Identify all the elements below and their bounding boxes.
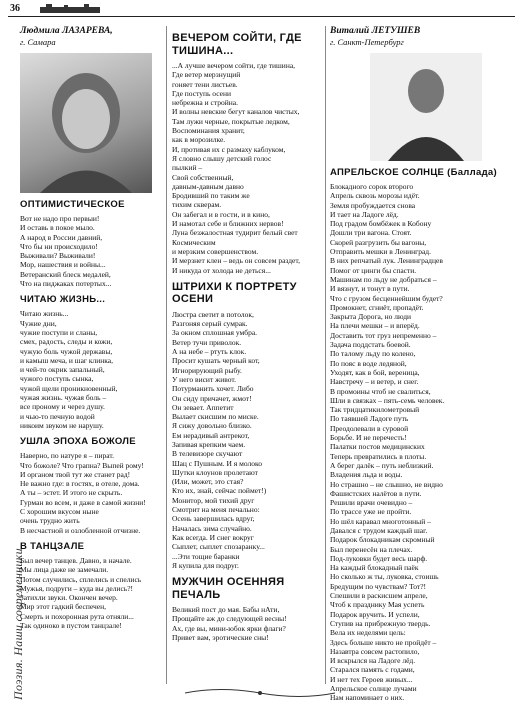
header-rule — [8, 16, 515, 17]
poem-title: УШЛА ЭПОХА БОЖОЛЕ — [20, 436, 136, 448]
poem-line: Был вечер танцев. Давно, в начале. — [20, 555, 132, 565]
poem-line: Под градом бомбёжек в Кобону — [330, 219, 432, 229]
poem-line: Я словно слышу детский голос — [172, 153, 272, 163]
poem-line: По трассе уже не пройти. — [330, 507, 412, 517]
poem-line: небрежна и стройна. — [172, 98, 238, 108]
page-number: 36 — [10, 3, 20, 14]
poem-line: Вот не надо про первыи! — [20, 214, 100, 223]
poem-line: гоняет тени листьев. — [172, 79, 238, 89]
poem-line: На плечи мешки – и вперёд. — [330, 321, 420, 331]
poem-line: Великий пост до мая. Бабы нАти, — [172, 605, 280, 615]
poem-line: В них репчатый лук. Ленинградцев — [330, 256, 443, 266]
poem-line: (Или, может, это стая? — [172, 477, 244, 487]
poem-line: Но сколько ж ты, луковка, стоишь — [330, 572, 439, 582]
poem-line: Вылает скисшим по миске. — [172, 412, 259, 422]
poem-line: Где поступь осени — [172, 88, 232, 98]
poem-line: И вязнут, и тонут в пути. — [330, 284, 410, 294]
poem-line: Что с грузом бесценнейшим будет? — [330, 293, 443, 303]
poem-line: А народ в России давний, — [20, 232, 103, 242]
poem-line: и чей-то окрик запальный, — [20, 365, 105, 375]
poem-line: Как всегда. И снег вокруг — [172, 532, 254, 542]
poem-line: Выживали? Выживали! — [20, 251, 96, 261]
poem-line: Мужья, подруги – куда вы делись?! — [20, 583, 134, 593]
poem-line: Теперь превратились в плоты. — [330, 451, 427, 461]
poem-line: ...А лучше вечером сойти, где тишина, — [172, 61, 296, 70]
poem-line: На каждый блокадный паёк — [330, 563, 419, 573]
poem-line: Шац с Пушным. И я молоко — [172, 458, 262, 468]
poem-line: Задача поддстать боевой. — [330, 340, 411, 350]
poem-line: Машинам по льду не добраться – — [330, 274, 437, 284]
poem-line: тихим скверам. — [172, 200, 222, 210]
poem-line: Мир этот гадкий беспечен, — [20, 602, 106, 612]
poem-line: Потурманить хочет. Либо — [172, 384, 254, 394]
poem-line: Подарок блокадникам скромный — [330, 535, 435, 545]
poem-line: Луна безжалостная тудирит белый свет — [172, 228, 298, 238]
poem-line: Так тридцатикилометровый — [330, 405, 420, 415]
poem-line: В промоины чтоб не свалиться, — [330, 386, 431, 396]
poem-line: Апрель сквозь морозы идёт. — [330, 191, 420, 201]
side-caption-text: Поэзия. Наши современники. — [11, 544, 25, 700]
poem-line: смех, радость, следы и кожи, — [20, 337, 113, 347]
poem-line: Люстра светит в потолок, — [172, 309, 254, 319]
poem-line: Я сижу довольно близко. — [172, 421, 252, 431]
poem-line: А на небе – ртуть клок. — [172, 347, 247, 357]
poem-line: Что божоле? Что грапна? Выпей рому! — [20, 460, 144, 470]
poem-line: Под-луковки будет весь шарф. — [330, 553, 428, 563]
column-divider — [325, 26, 326, 684]
poem-line: Промокнет, сгниёт, пропадёт. — [330, 302, 424, 312]
poem-line: и чью-то печную водой — [20, 411, 95, 421]
poem-line: Назавтра совсем растопило, — [330, 646, 420, 656]
poem-line: За окном сплошная умбра. — [172, 328, 258, 338]
poem-line: Шутки клоунов пролетают — [172, 467, 258, 477]
poem-title: АПРЕЛЬСКОЕ СОЛНЦЕ (Баллада) — [330, 167, 497, 178]
poem-line: Прощайте аж до следующей весны! — [172, 614, 287, 624]
poem-line: Затихли звуки. Окончен вечер. — [20, 593, 118, 603]
poem-line: чужая жизнь. чужая боль – — [20, 393, 107, 403]
poem-line: Там лужи черные, покрытые ледком, — [172, 116, 290, 126]
column-lazareva — [20, 26, 158, 630]
poem-line: Кто их, знай, сейчас поймет!) — [172, 486, 267, 496]
poem-line: Свой собственный, — [172, 172, 234, 182]
poem-line: все проному и через душу. — [20, 402, 105, 412]
poem-line: Просит кушать черный кот, — [172, 356, 260, 366]
author-photo — [20, 53, 152, 193]
poem-line: Мы лица даже не замечали. — [20, 565, 109, 575]
poem-line: Ступив на прибрежную твердь. — [330, 618, 431, 628]
poem-line: Давался с трудом каждый шаг. — [330, 525, 428, 535]
poem-line: Уходят, как в бой, вереница, — [330, 367, 420, 377]
poem-line: С хорошим вкусом ныне — [20, 507, 99, 517]
poem-line: Навстречу – и ветер, и снег. — [330, 377, 419, 387]
poem-line: Монитор, мой тихий друг — [172, 495, 255, 505]
author-name: Виталий ЛЕТУШЕВ — [330, 26, 421, 36]
poem-line: давным-давным давно — [172, 181, 244, 191]
poem-line: А ты – эстет. И этого не скрыть. — [20, 488, 123, 498]
author-photo — [370, 53, 482, 161]
poem-line: Палатки постов медицинских — [330, 442, 425, 452]
poem-line: Разгоняя серый сумрак. — [172, 319, 248, 329]
poem-line: Блокадного сорок второго — [330, 182, 414, 191]
poem-line: Закрыта Дорога, но люди — [330, 312, 412, 322]
poem-line: Началась зима случайно. — [172, 523, 252, 533]
poem-line: Шли в связках – пять-семь человек. — [330, 395, 445, 405]
poem-line: И нет тех Героев живых... — [330, 674, 413, 684]
poem-line: Я купила для подруг. — [172, 560, 239, 570]
poem-line: Не важно где: в гостях, в отеле, дома. — [20, 479, 140, 489]
poem-line: Он сиду причачет, жмот! — [172, 393, 252, 403]
poem-line: Воспоминания хранит, — [172, 126, 245, 136]
poem-line: По талому льду по колено, — [330, 349, 416, 359]
poem-line: Но страшно – не слышно, не видно — [330, 479, 443, 489]
poem-line: Потом случились, сплелись и спелись — [20, 574, 142, 584]
poem-line: И намотал себе и ближних нервов! — [172, 219, 284, 229]
poem-line: чужую боль чужой державы, — [20, 346, 113, 356]
poem-title: ЧИТАЮ ЖИЗНЬ... — [20, 294, 106, 306]
poem-line: Но шёл каравал многотонный – — [330, 516, 431, 526]
poem-line: Борьбе. И не перечесть! — [330, 433, 407, 443]
poem-line: Апрельское солнце лучами — [330, 684, 417, 694]
ornament-divider — [180, 688, 340, 698]
poem-line: чужие поступи и сланы, — [20, 327, 98, 337]
poem-line: А берег далёк – путь неблизкий. — [330, 460, 434, 470]
author-name: Людмила ЛАЗАРЕВА, — [20, 26, 113, 36]
poem-line: и мерзким совершенством. — [172, 246, 259, 256]
poem-line: Ем нерадивый антрекот, — [172, 430, 250, 440]
poem-line: Земля пробуждается снова — [330, 200, 416, 210]
poem-line: Космическим — [172, 237, 216, 247]
poem-line: Владения льда и воды. — [330, 470, 403, 480]
poem-line: как в морозилке. — [172, 135, 226, 145]
poem-line: Сыплет, сыплет спозаранку... — [172, 542, 265, 552]
poem-line: Ах, где вы, мини-юбок ярки флаги? — [172, 623, 286, 633]
poem-line: Игнорирующий рыбу. — [172, 365, 242, 375]
poem-line: Где ветер мерзнущий — [172, 70, 241, 80]
poem-line: Фашистских налётов в пути. — [330, 488, 422, 498]
poem-line: Скорей разгрузить бы вагоны, — [330, 237, 427, 247]
poem-line: Осень завершилась вдруг, — [172, 514, 255, 524]
poem-line: Смерть и похоронная рута отняли... — [20, 611, 134, 621]
poem-title: ОПТИМИСТИЧЕСКОЕ — [20, 199, 125, 210]
poem-title: ШТРИХИ К ПОРТРЕТУ ОСЕНИ — [172, 280, 297, 306]
poem-line: Вела их неделями цель: — [330, 628, 406, 638]
poem-line: чужой щели проникновенный, — [20, 383, 118, 393]
poem-line: У него висит живот. — [172, 374, 237, 384]
poem-line: Он забегал и в гости, и в кино, — [172, 209, 270, 219]
poem-line: Мор, нашествия и войны... — [20, 260, 106, 270]
poem-line: Решили врачи очевидно – — [330, 498, 413, 508]
journal-logo — [40, 4, 100, 14]
poem-line: И никуда от холода не деться... — [172, 265, 271, 275]
poem-line: Здесь больше никто не пройдёт – — [330, 637, 437, 647]
poem-line: Привет вам, эротические сны! — [172, 633, 269, 643]
poem-line: И оставь в покое мыло. — [20, 223, 95, 233]
poem-line: Наверно, по натуре я – пират. — [20, 451, 114, 461]
poem-line: Чужие дни, — [20, 318, 57, 328]
poem-line: Отправить мешки в Ленинград. — [330, 247, 431, 257]
poem-line: чужого поступь сынка, — [20, 374, 94, 384]
poem-line: В телевизоре скучают — [172, 449, 243, 459]
poem-line: И вскрылся на Ладоге лёд. — [330, 656, 416, 666]
side-caption — [1, 520, 25, 710]
poem-line: Что бы ни происходило! — [20, 241, 98, 251]
poem-line: В несчастной и озлобленной отчизне. — [20, 525, 141, 535]
poem-line: пылкий – — [172, 163, 203, 173]
poem-line: очень трудно жить — [20, 516, 80, 526]
column-divider — [166, 26, 167, 684]
poem-title: ВЕЧЕРОМ СОЙТИ, ГДЕ ТИШИНА... — [172, 32, 302, 57]
poem-line: И органом твой тут же станет рад! — [20, 469, 131, 479]
poem-line: и камыш меча, и шаг клинка, — [20, 355, 114, 365]
poem-list — [172, 32, 320, 642]
column-middle — [172, 26, 320, 642]
poem-line: Подарок вручить. И успели, — [330, 609, 420, 619]
poem-line: Помог от цинги бы спасти. — [330, 265, 417, 275]
poem-line: Он зевает. Аппетит — [172, 402, 234, 412]
poem-line: Смотрит на меня печально: — [172, 505, 260, 515]
poem-list — [20, 199, 158, 630]
poem-line: Так одиноко в пустом танцзале! — [20, 620, 122, 630]
poem-line: Гурман во всем, и даже в самой жизни! — [20, 497, 146, 507]
poem-line: Был перенесён на плечах. — [330, 544, 413, 554]
poem-title: МУЖЧИН ОСЕННЯЯ ПЕЧАЛЬ — [172, 576, 285, 601]
poem-line: Спешили в раскисшем апреле, — [330, 591, 428, 601]
poem-line: ...Эти тощие баранки — [172, 551, 240, 561]
poem-line: Запивая крепким чаем. — [172, 439, 246, 449]
column-letushev — [330, 26, 517, 703]
poem-line: Старался память с годами, — [330, 665, 415, 675]
author-city: г. Санкт-Петербург — [330, 37, 404, 47]
poem-line: И волны невские бегут каналов чистых, — [172, 107, 300, 117]
poem-line: Читаю жизнь... — [20, 309, 69, 319]
poem-line: И тает на Ладоге лёд. — [330, 209, 399, 219]
poem-line: Бредущим по чувствам? Тот?! — [330, 581, 427, 591]
author-city: г. Самара — [20, 37, 56, 47]
poem-line: И, противая их с размаху каблуком, — [172, 144, 286, 154]
poem-line: Доставить тот груз непременно – — [330, 330, 437, 340]
poem-line: Нам напоминает о них. — [330, 693, 405, 703]
poem-title: В ТАНЦЗАЛЕ — [20, 540, 85, 552]
poem-line: Ветер тучи приволок. — [172, 337, 242, 347]
poem-list — [330, 167, 517, 703]
poem-line: Что на пиджаках потертых... — [20, 279, 112, 289]
poem-line: Преодолевали в суровой — [330, 423, 409, 433]
poem-line: Бродивший по таким же — [172, 191, 250, 201]
poem-line: Дошли три вагона. Стоят. — [330, 228, 412, 238]
poem-line: Чтоб к празднику Мая успеть — [330, 600, 425, 610]
poem-line: никоим звуком не нарушу. — [20, 420, 104, 430]
poem-line: Ветеранский блеск медалей, — [20, 269, 111, 279]
poem-line: И мерзнет клен – ведь он совсем раздет, — [172, 256, 300, 266]
poem-line: По таявшей Ладоге путь — [330, 414, 409, 424]
poem-line: По пояс в воде ледяной, — [330, 358, 407, 368]
